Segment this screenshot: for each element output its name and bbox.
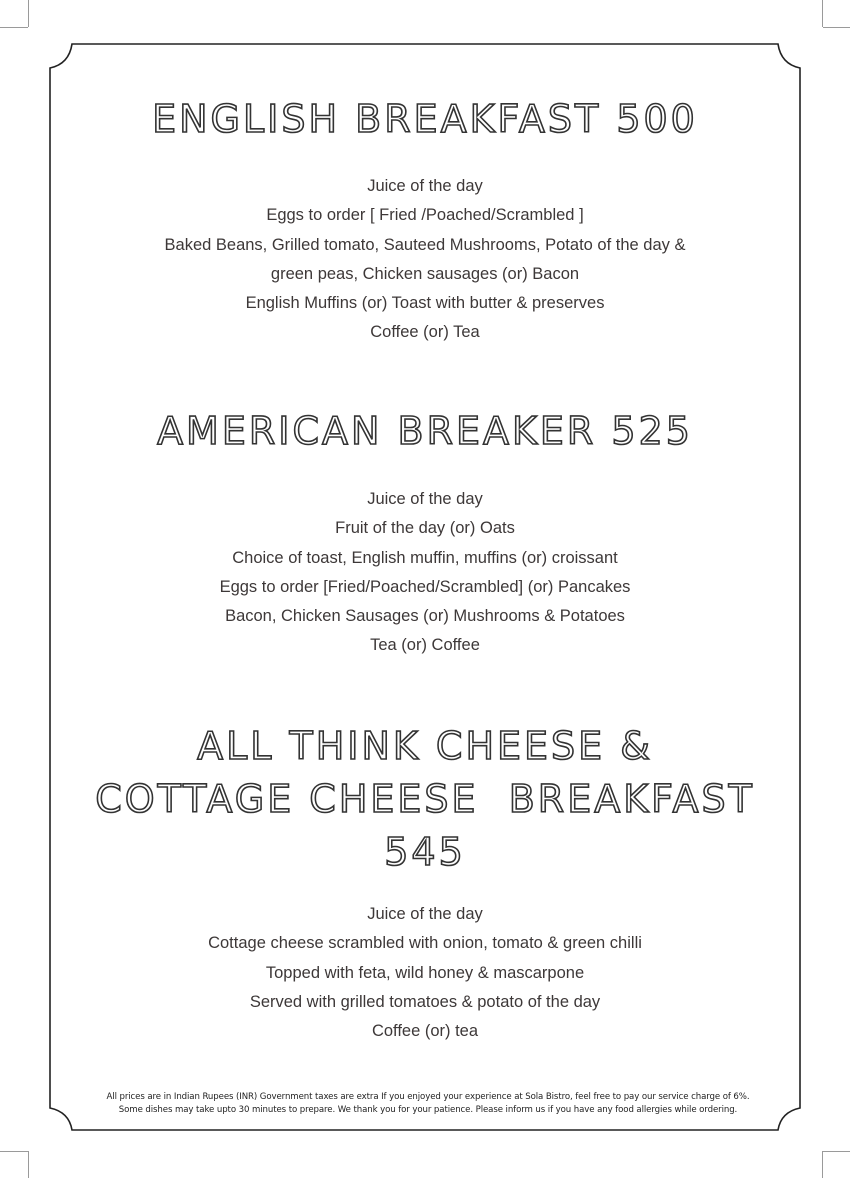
menu-item: Topped with feta, wild honey & mascarpone: [265, 963, 585, 982]
item-list: [0, 900, 850, 1046]
menu-item: Juice of the day: [367, 905, 483, 923]
menu-item: Coffee (or) tea: [371, 1022, 479, 1041]
section-title-line-2: COTTAGE CHEESE BREAKFAST: [95, 777, 755, 821]
section-title: AMERICAN BREAKER 525: [157, 409, 693, 453]
menu-section-english-breakfast: [0, 96, 850, 348]
menu-section-american-breaker: [0, 408, 850, 661]
footer-line-notes: Some dishes may take upto 30 minutes to prepare. We thank you for your patience. Please inform us if you have any food allergies while ordering.: [118, 1105, 738, 1115]
section-title-price: 545: [384, 830, 466, 874]
menu-item: Coffee (or) Tea: [370, 323, 480, 342]
menu-item: Bacon, Chicken Sausages (or) Mushrooms & Potatoes: [225, 607, 625, 626]
item-list: [0, 172, 850, 348]
menu-item: Cottage cheese scrambled with onion, tomato & green chilli: [208, 934, 642, 953]
menu-item: Juice of the day: [367, 177, 483, 195]
menu-item: Baked Beans, Grilled tomato, Sauteed Mushrooms, Potato of the day &: [164, 235, 686, 254]
menu-item: green peas, Chicken sausages (or) Bacon: [270, 264, 580, 283]
menu-item: Choice of toast, English muffin, muffins (or) croissant: [232, 548, 618, 567]
footer-disclaimer: [50, 1091, 806, 1117]
menu-item: English Muffins (or) Toast with butter & preserves: [245, 294, 605, 313]
section-title-line-1: ALL THINK CHEESE &: [197, 724, 653, 768]
menu-section-cottage-cheese-breakfast: [0, 720, 850, 1046]
item-list: [0, 485, 850, 661]
menu-item: Eggs to order [ Fried /Poached/Scrambled ]: [266, 206, 584, 225]
menu-item: Eggs to order [Fried/Poached/Scrambled] (or) Pancakes: [219, 577, 631, 596]
menu-item: Served with grilled tomatoes & potato of the day: [249, 992, 601, 1011]
footer-line-prices: All prices are in Indian Rupees (INR) Government taxes are extra If you enjoyed your experience at Sola Bistro, feel free to pay our service charge of 6%.: [106, 1092, 750, 1102]
section-title: ENGLISH BREAKFAST 500: [152, 97, 698, 141]
menu-item: Tea (or) Coffee: [370, 636, 480, 655]
menu-item: Fruit of the day (or) Oats: [335, 519, 515, 538]
menu-item: Juice of the day: [367, 490, 483, 508]
